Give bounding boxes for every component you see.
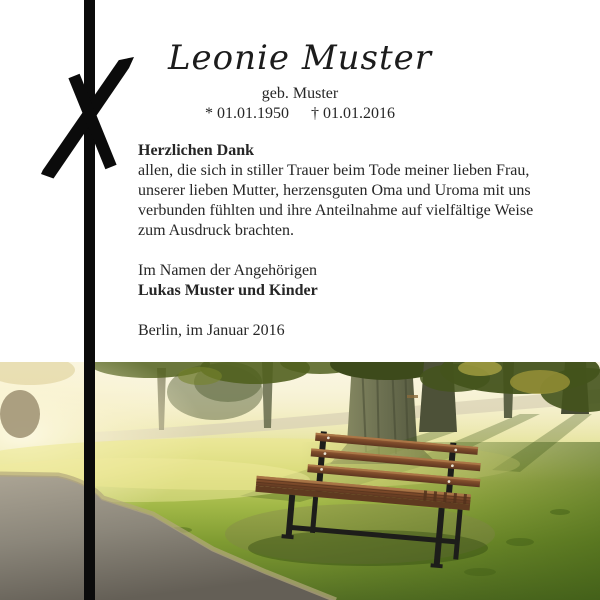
spacer — [138, 301, 578, 321]
condolence-message — [138, 141, 578, 341]
deceased-name: Leonie Muster — [167, 38, 433, 78]
message-line-1: allen, die sich in stiller Trauer beim Tode meiner lieben Frau, — [138, 162, 530, 179]
closing-names: Lukas Muster und Kinder — [138, 282, 318, 299]
spacer — [138, 241, 578, 261]
message-line-2: unserer lieben Mutter, herzensguten Oma und Uroma mit uns — [138, 182, 531, 199]
birth-date: * 01.01.1950 — [205, 105, 289, 122]
place-date: Berlin, im Januar 2016 — [138, 322, 285, 339]
mourning-ribbon-cross-icon — [0, 0, 160, 200]
message-line-3: verbunden fühlten und ihre Anteilnahme auf vielfältige Weise — [138, 202, 534, 219]
message-line-4: zum Ausdruck brachten. — [138, 222, 294, 239]
distant-bench — [407, 395, 418, 398]
maiden-name: geb. Muster — [261, 85, 339, 102]
death-date: † 01.01.2016 — [311, 105, 395, 122]
salutation: Herzlichen Dank — [138, 142, 254, 159]
closing-intro: Im Namen der Angehörigen — [138, 262, 318, 279]
